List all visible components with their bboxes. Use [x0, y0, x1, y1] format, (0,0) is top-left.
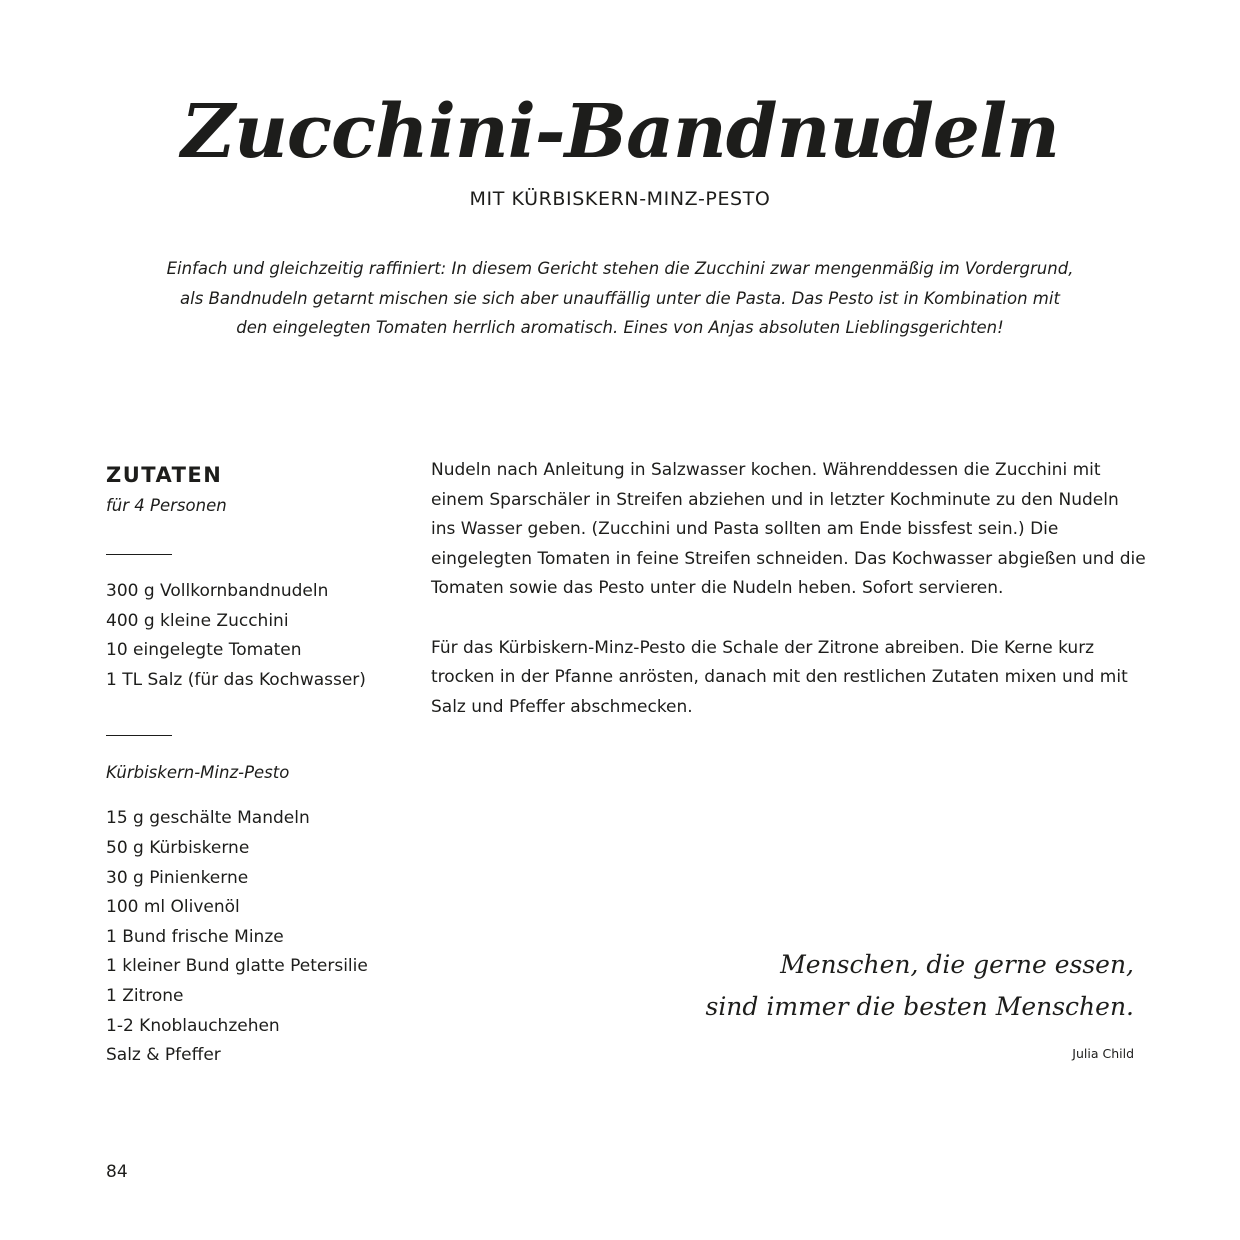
quote	[634, 944, 1134, 1028]
quote-line: Menschen, die gerne essen,	[780, 950, 1134, 979]
page-number: 84	[106, 1162, 128, 1182]
ingredient-item: 1 Bund frische Minze	[106, 926, 284, 947]
instructions	[431, 456, 1146, 722]
pesto-ingredients-list	[106, 804, 406, 1070]
recipe-intro	[160, 254, 1080, 343]
quote-author: Julia Child	[1072, 1046, 1134, 1061]
ingredient-item: 30 g Pinienkerne	[106, 867, 249, 888]
ingredient-item: 1 TL Salz (für das Kochwasser)	[106, 669, 366, 690]
main-ingredients-list	[106, 577, 406, 695]
servings-note: für 4 Personen	[106, 496, 227, 515]
recipe-subtitle: MIT KÜRBISKERN-MINZ-PESTO	[469, 188, 771, 210]
ingredient-item: Salz & Pfeffer	[106, 1045, 221, 1066]
ingredient-item: 1 Zitrone	[106, 985, 184, 1006]
quote-line: sind immer die besten Menschen.	[705, 992, 1134, 1021]
ingredient-item: 15 g geschälte Mandeln	[106, 808, 310, 829]
ingredients-heading: ZUTATEN	[106, 463, 223, 487]
divider	[106, 735, 172, 736]
intro-line: den eingelegten Tomaten herrlich aromatisch. Eines von Anjas absoluten Lieblingsgerichten!	[236, 318, 1004, 337]
ingredients-column	[106, 458, 406, 1071]
ingredient-item: 1-2 Knoblauchzehen	[106, 1015, 280, 1036]
intro-line: als Bandnudeln getarnt mischen sie sich aber unauffällig unter die Pasta. Das Pesto ist in Kombination mit	[180, 288, 1060, 308]
ingredient-item: 300 g Vollkornbandnudeln	[106, 581, 329, 601]
ingredient-item: 100 ml Olivenöl	[106, 897, 240, 918]
divider	[106, 554, 172, 555]
ingredient-item: 10 eingelegte Tomaten	[106, 640, 302, 661]
pesto-section-title: Kürbiskern-Minz-Pesto	[106, 763, 290, 783]
recipe-title: Zucchini-Bandnudeln	[181, 89, 1059, 175]
instruction-paragraph: Nudeln nach Anleitung in Salzwasser kochen. Währenddessen die Zucchini mit einem Sparschäler in Streifen abziehen und in letzter Kochminute zu den Nudeln ins Wasser geben. (Zucchini und Pasta sollten am Ende bissfest sein.) Die eingelegten Tomaten in feine Streifen schneiden. Das Kochwasser abgießen und die Tomaten sowie das Pesto unter die Nudeln heben. Sofort servieren.	[431, 460, 1146, 599]
ingredient-item: 50 g Kürbiskerne	[106, 837, 250, 858]
instruction-paragraph: Für das Kürbiskern-Minz-Pesto die Schale der Zitrone abreiben. Die Kerne kurz trocken in der Pfanne anrösten, danach mit den restlichen Zutaten mixen und mit Salz und Pfeffer abschmecken.	[431, 637, 1128, 717]
intro-line: Einfach und gleichzeitig raffiniert: In diesem Gericht stehen die Zucchini zwar mengenmäßig im Vordergrund,	[166, 259, 1074, 278]
ingredient-item: 1 kleiner Bund glatte Petersilie	[106, 956, 368, 977]
ingredient-item: 400 g kleine Zucchini	[106, 610, 289, 631]
